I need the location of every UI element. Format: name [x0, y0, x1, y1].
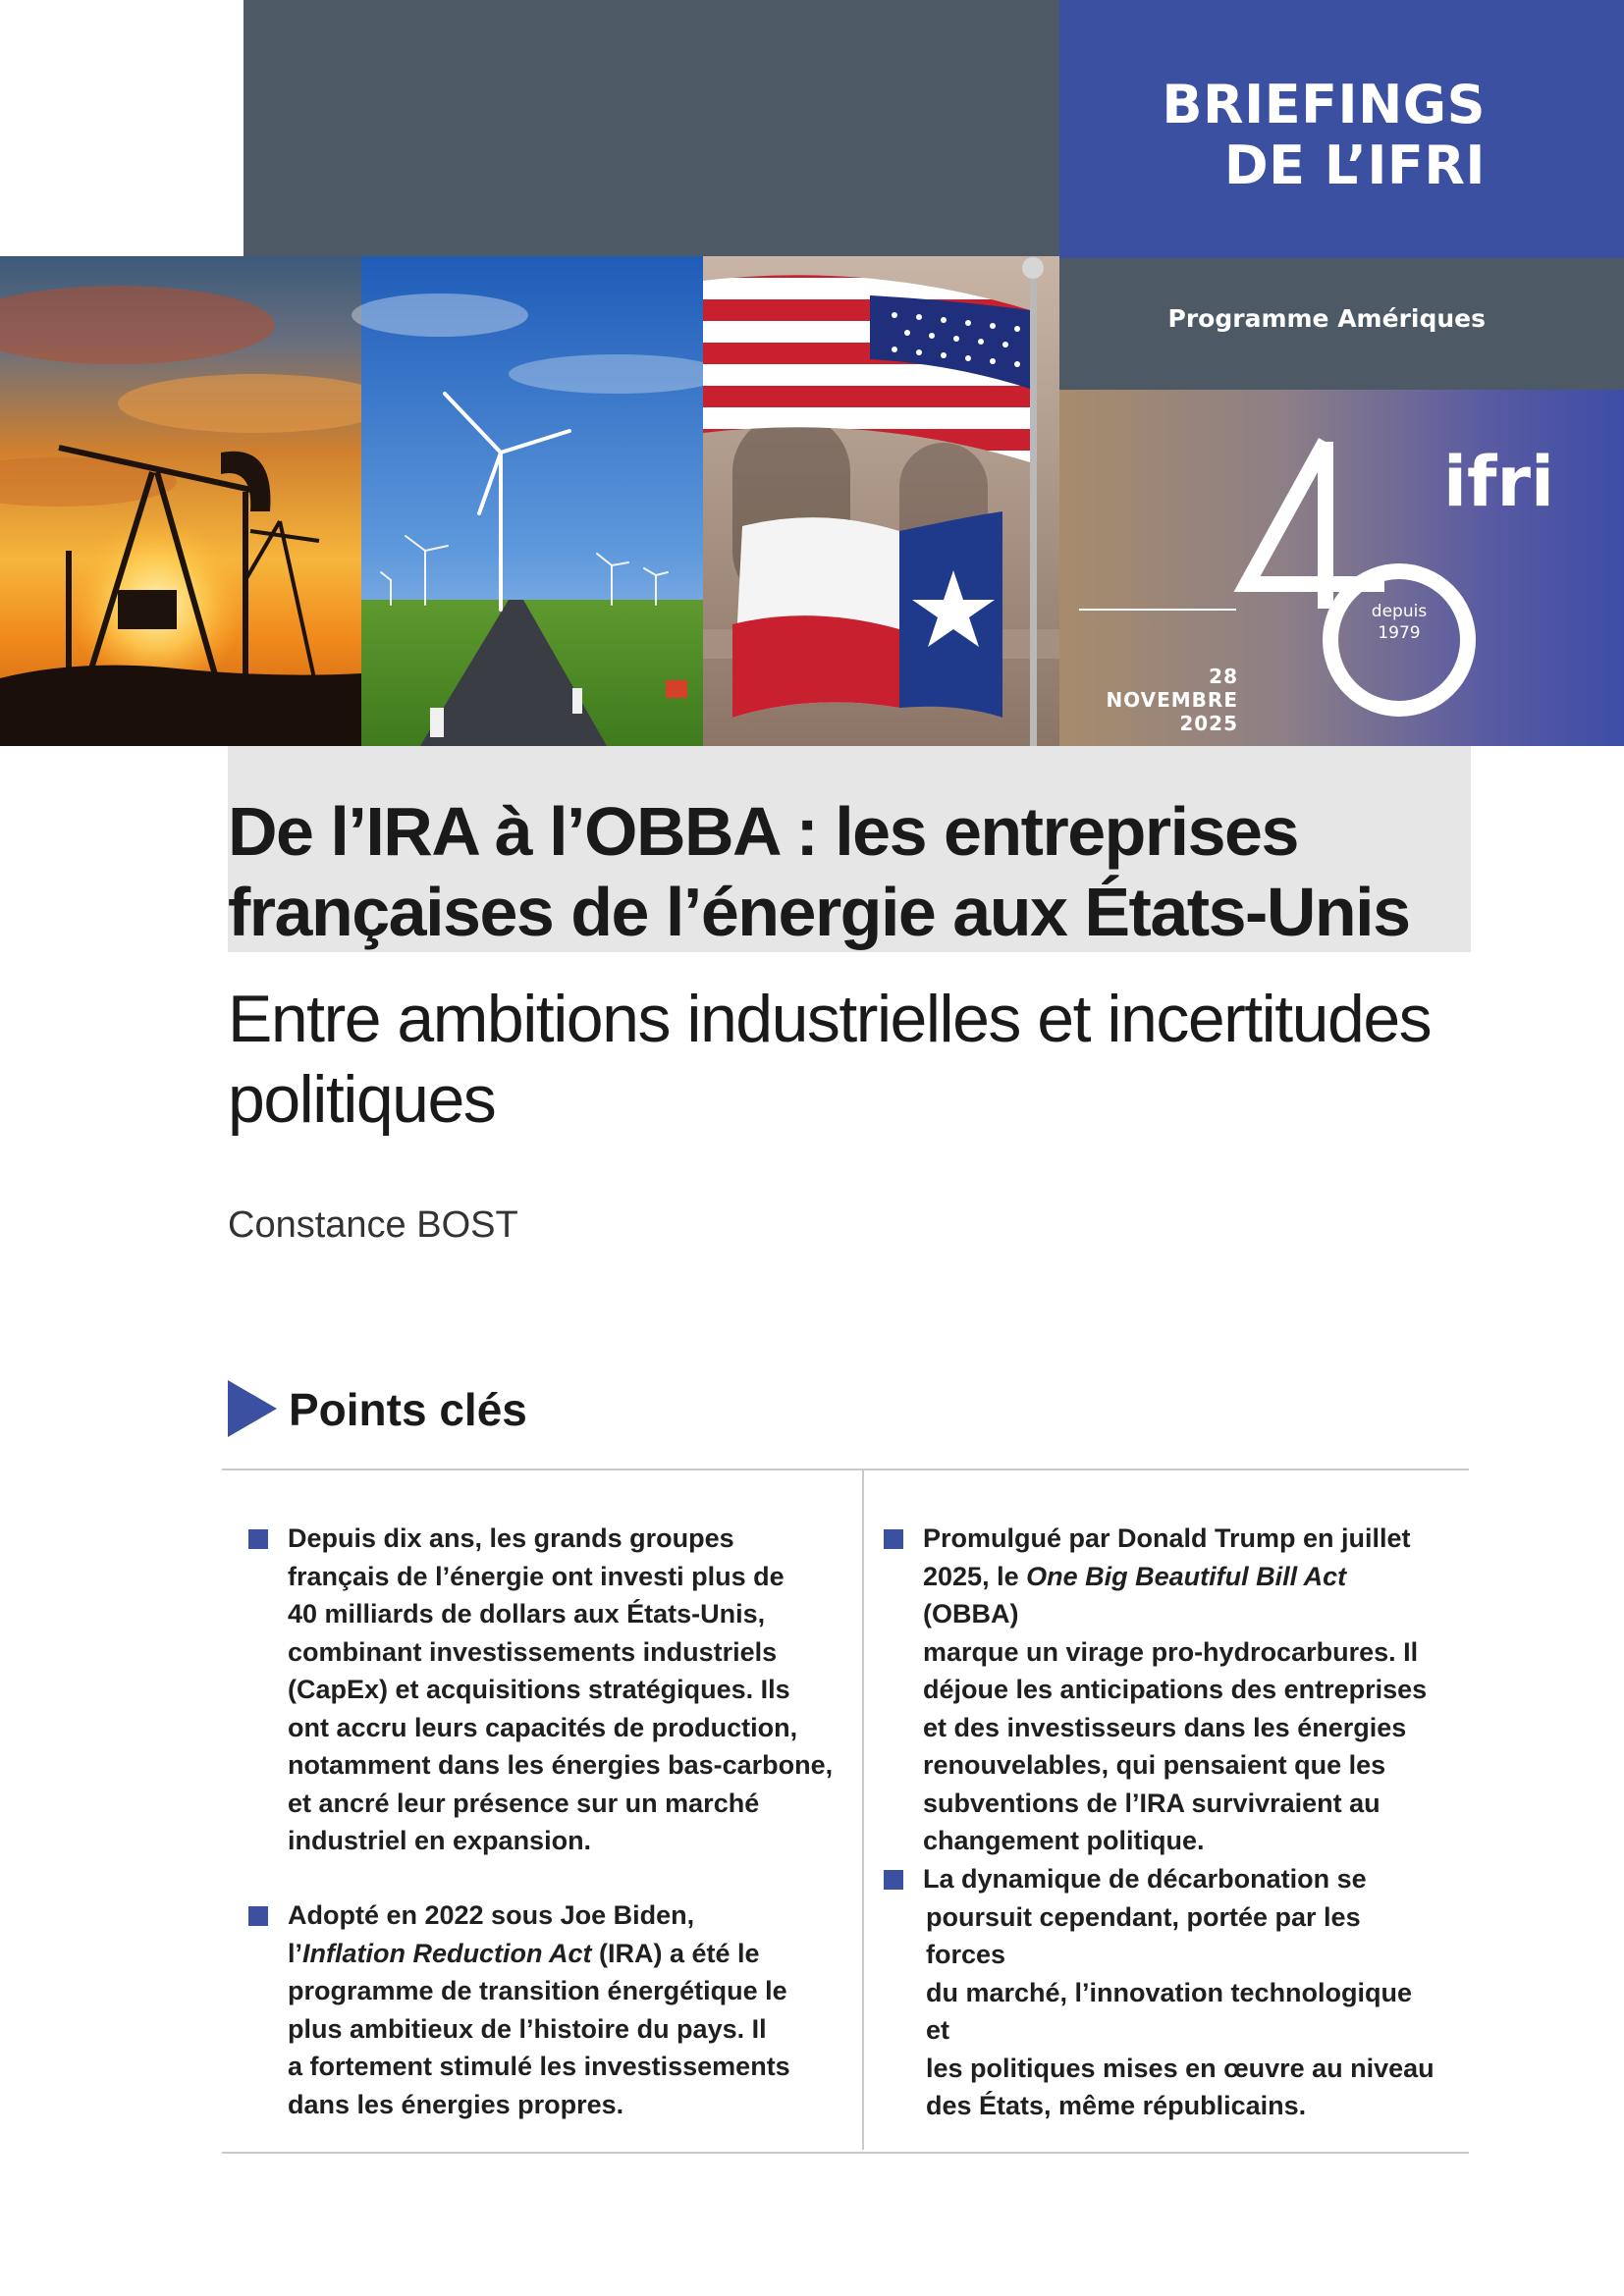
title-line1: De l’IRA à l’OBBA : les entreprises: [228, 793, 1298, 870]
flags-photo: [703, 256, 1059, 746]
key-points-bottom-rule: [222, 2152, 1469, 2154]
text-run: (IRA) a été le: [591, 1938, 760, 1968]
text-run: 2025, le: [923, 1561, 1027, 1591]
key-point-line: Depuis dix ans, les grands groupes: [288, 1523, 734, 1553]
key-point-line: industriel en expansion.: [288, 1826, 592, 1855]
author-name: Constance BOST: [228, 1204, 518, 1246]
ifri-logo-text: ifri: [1443, 442, 1554, 522]
play-arrow-icon: [228, 1380, 277, 1437]
text-run: l’: [288, 1938, 303, 1968]
key-point-4: [923, 1860, 1436, 2125]
key-points-column-divider: [862, 1468, 864, 2150]
key-point-line: programme de transition énergétique le: [288, 1976, 787, 2005]
key-point-line: déjoue les anticipations des entreprises: [923, 1675, 1428, 1704]
series-title-line1: BRIEFINGS: [1162, 74, 1486, 135]
key-point-line: dans les énergies propres.: [288, 2089, 624, 2119]
key-point-line: des États, même républicains.: [926, 2091, 1307, 2120]
header-band: [244, 0, 1059, 256]
since-label: depuis: [1371, 602, 1428, 621]
text-run: (OBBA): [923, 1599, 1019, 1629]
square-bullet-icon: [884, 1529, 903, 1549]
key-point-3: [923, 1520, 1434, 1860]
publication-date: [1079, 665, 1238, 735]
key-point-line-with-italic: [288, 1935, 838, 1973]
act-name: Inflation Reduction Act: [302, 1938, 592, 1968]
square-bullet-icon: [884, 1870, 903, 1890]
key-point-line: et ancré leur présence sur un marché: [288, 1788, 760, 1818]
key-point-line: marque un virage pro-hydrocarbures. Il: [923, 1636, 1419, 1667]
subtitle-line1: Entre ambitions industrielles et incertitudes: [228, 982, 1432, 1056]
act-name: One Big Beautiful Bill Act: [1026, 1561, 1347, 1591]
wind-turbines-photo: [361, 256, 703, 746]
series-title: [1162, 75, 1486, 196]
title-line2: françaises de l’énergie aux États-Unis: [228, 874, 1410, 950]
date-line2: 2025: [1179, 712, 1238, 735]
45-anniversary-icon: [1208, 412, 1554, 736]
key-point-line: Adopté en 2022 sous Joe Biden,: [288, 1900, 695, 1930]
date-rule: [1079, 609, 1236, 611]
key-point-line: et des investisseurs dans les énergies: [923, 1712, 1407, 1742]
key-point-line: subventions de l’IRA survivraient au: [923, 1788, 1380, 1818]
key-point-line: combinant investissements industriels: [288, 1636, 778, 1667]
key-point-line: a fortement stimulé les investissements: [288, 2052, 790, 2081]
oil-pumpjack-photo: [0, 256, 361, 746]
key-point-line: français de l’énergie ont investi plus de: [288, 1561, 785, 1591]
key-point-line: ont accru leurs capacités de production,: [288, 1712, 798, 1742]
key-point-line: poursuit cependant, portée par les forces: [926, 1901, 1361, 1969]
key-point-line: La dynamique de décarbonation se: [923, 1864, 1367, 1894]
key-point-line: notamment dans les énergies bas-carbone,: [288, 1750, 834, 1780]
key-point-line: 40 milliards de dollars aux États-Unis,: [288, 1599, 766, 1629]
key-point-line: changement politique.: [923, 1826, 1205, 1855]
square-bullet-icon: [248, 1529, 268, 1549]
program-label: Programme Amériques: [1167, 304, 1486, 333]
key-point-line: du marché, l’innovation technologique et: [926, 1977, 1413, 2045]
document-title: [228, 791, 1504, 952]
key-point-line: (CapEx) et acquisitions stratégiques. Ils: [288, 1675, 790, 1704]
date-line1: 28 NOVEMBRE: [1106, 665, 1238, 712]
key-point-line: les politiques mises en œuvre au niveau: [926, 2053, 1435, 2083]
key-points-top-rule: [222, 1468, 1469, 1470]
document-subtitle: [228, 979, 1504, 1140]
key-point-2: [288, 1896, 838, 2123]
key-point-1: [288, 1520, 838, 1860]
subtitle-line2: politiques: [228, 1062, 496, 1137]
key-point-line-with-italic: [923, 1558, 1434, 1633]
key-points-heading: Points clés: [289, 1384, 527, 1435]
key-point-line: Promulgué par Donald Trump en juillet: [923, 1523, 1411, 1553]
series-title-line2: DE L’IFRI: [1223, 134, 1486, 196]
key-point-line: renouvelables, qui pensaient que les: [923, 1750, 1386, 1780]
square-bullet-icon: [248, 1906, 268, 1926]
key-point-line: plus ambitieux de l’histoire du pays. Il: [288, 2013, 767, 2044]
since-year: 1979: [1378, 623, 1421, 643]
